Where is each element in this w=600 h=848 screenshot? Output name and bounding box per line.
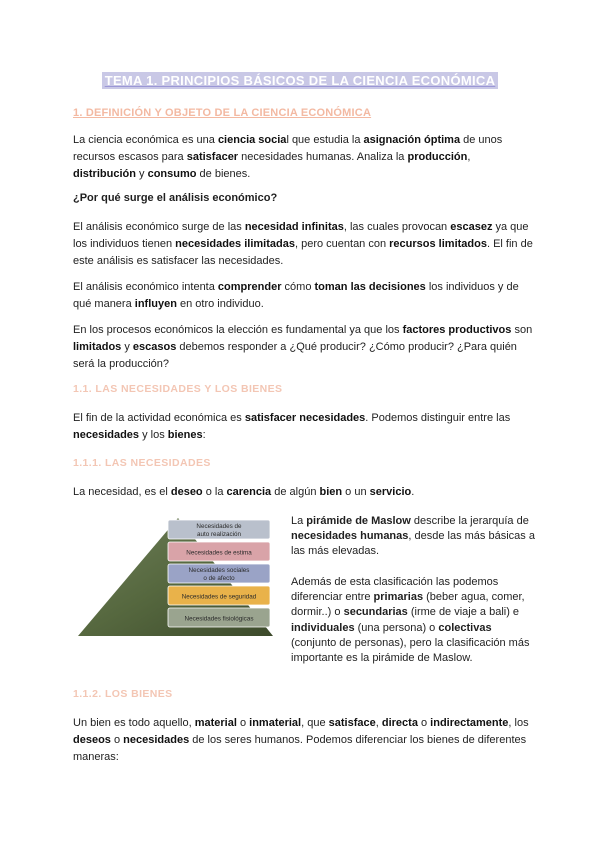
pyramid-level-label: o de afecto [203,575,235,582]
paragraph-origin [73,219,533,270]
text-run: ya que los individuos tienen [73,221,529,250]
text-run: : [202,429,206,441]
bold-term: comprender [217,281,282,293]
question-heading: ¿Por qué surge el análisis económico? [73,192,278,204]
text-run: (una persona) o [354,621,439,634]
paragraph-needs-goods [73,410,533,444]
paragraph-need-definition [73,484,533,501]
bold-term: bien [319,486,343,498]
text-run: (irme de viaje a bali) e [407,606,520,619]
pyramid-level-label: Necesidades de seguridad [181,593,257,601]
bold-term: individuales [291,621,355,634]
bold-term: producción [407,151,468,163]
text-run: Un bien es todo aquello, [73,717,195,729]
text-run: de bienes. [196,168,251,180]
bold-term: escasos [132,341,177,353]
text-run: o [236,717,250,729]
pyramid-level-label: Necesidades fisiológicas [184,615,254,623]
text-run: de los seres humanos. Podemos diferenciar los bienes de diferentes maneras: [73,734,527,763]
bold-term: necesidades [123,734,190,746]
text-run: en otro individuo. [176,298,264,310]
text-run: . Podemos distinguir entre las [365,412,511,424]
text-run: El análisis económico surge de las [73,221,245,233]
bold-term: distribución [73,168,136,180]
title-container [0,72,600,90]
bold-term: consumo [147,168,197,180]
paragraph-goods [73,715,533,766]
section-heading-goods: 1.1.2. LOS BIENES [73,688,173,700]
text-run: o la [202,486,227,498]
section-heading-definition: 1. DEFINICIÓN Y OBJETO DE LA CIENCIA ECONÓMICA [73,107,372,119]
text-run: (conjunto de personas), pero la clasificación más importante es la pirámide de Maslow. [291,636,530,665]
bold-term: carencia [226,486,272,498]
bold-term: toman las decisiones [314,281,426,293]
bold-term: directa [381,717,418,729]
pyramid-level-label: auto realización [196,531,242,538]
text-run: El análisis económico intenta [73,281,218,293]
text-run: son [511,324,533,336]
bold-term: limitados [73,341,122,353]
text-run: y [121,341,133,353]
bold-term: escasez [450,221,493,233]
text-run: La ciencia económica es una [73,134,218,146]
text-run: En los procesos económicos la elección es fundamental ya que los [73,324,403,336]
text-run: describe la jerarquía de [410,515,529,527]
bold-term: satisface [328,717,376,729]
bold-term: bienes [167,429,203,441]
pyramid-level-label: Necesidades sociales [188,567,250,574]
maslow-description [291,514,536,560]
text-run: y los [139,429,168,441]
bold-term: primarias [373,591,424,604]
text-run: . El fin de este análisis es satisfacer las necesidades. [73,238,533,267]
bold-term: deseo [170,486,203,498]
text-run: , desde las más básicas a las más elevadas. [291,530,535,558]
bold-term: necesidad infinitas [244,221,344,233]
bold-term: asignación óptima [363,134,461,146]
text-run: o [110,734,124,746]
bold-term: necesidades ilimitadas [175,238,295,250]
pyramid-level-label: Necesidades de [196,523,242,530]
text-run: La necesidad, es el [73,486,171,498]
text-run: , [375,717,382,729]
text-run: (beber agua, comer, dormir..) o [291,591,525,619]
bold-term: secundarias [343,606,408,619]
text-run: , que [301,717,329,729]
text-run: los individuos y de qué manera [73,281,519,310]
bold-term: influyen [134,298,177,310]
text-run: , las cuales provocan [343,221,451,233]
text-run: o [417,717,431,729]
text-run: necesidades humanas. Analiza la [238,151,408,163]
bold-term: satisfacer necesidades [244,412,366,424]
text-run: La [291,515,307,527]
text-run: Además de esta clasificación las podemos diferenciar entre [291,576,499,604]
bold-term: inmaterial [249,717,302,729]
bold-term: recursos limitados [389,238,487,250]
text-run: de unos recursos escasos para [73,134,503,163]
text-run: cómo [281,281,315,293]
text-run: o un [342,486,370,498]
paragraph-decisions [73,279,533,313]
text-run: debemos responder a ¿Qué producir? ¿Cómo producir? ¿Para quién será la producción? [73,341,517,370]
section-heading-needs-goods: 1.1. LAS NECESIDADES Y LOS BIENES [73,383,283,395]
section-heading-needs: 1.1.1. LAS NECESIDADES [73,457,211,469]
document-title: TEMA 1. PRINCIPIOS BÁSICOS DE LA CIENCIA ECONÓMICA [102,72,499,89]
bold-term: necesidades humanas [291,530,409,543]
text-run: , [467,151,471,163]
text-run: . [411,486,415,498]
bold-term: material [194,717,237,729]
text-run: l que estudia la [286,134,364,146]
bold-term: colectivas [438,621,492,634]
needs-classification [291,575,536,666]
bold-term: deseos [73,734,111,746]
pyramid-level-label: Necesidades de estima [186,549,252,557]
text-run: de algún [271,486,320,498]
text-run: El fin de la actividad económica es [73,412,245,424]
bold-term: servicio [369,486,412,498]
bold-term: satisfacer [186,151,239,163]
text-run: , los [508,717,529,729]
paragraph-choice [73,322,533,373]
maslow-pyramid [78,518,278,638]
text-run: , pero cuentan con [294,238,390,250]
bold-term: indirectamente [430,717,509,729]
paragraph-definition [73,132,533,183]
bold-term: necesidades [73,429,140,441]
bold-term: pirámide de Maslow [306,515,411,527]
bold-term: factores productivos [402,324,512,336]
bold-term: ciencia socia [217,134,287,146]
text-run: y [135,168,148,180]
